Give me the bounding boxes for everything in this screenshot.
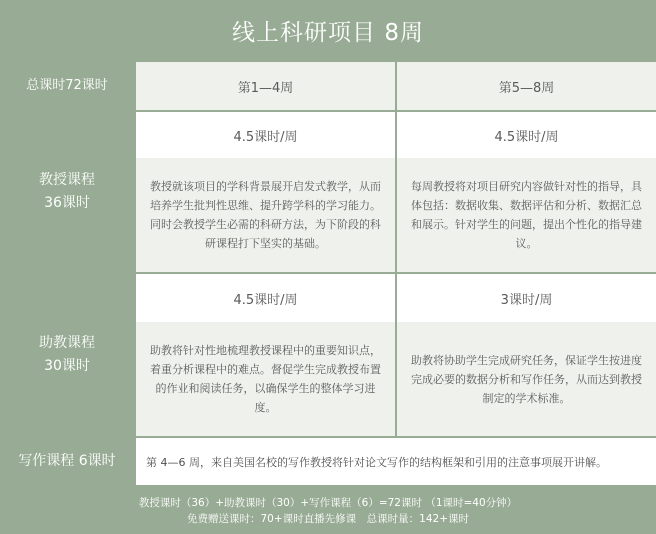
writing-course-description: 第 4—6 周，来自美国名校的写作教授将针对论文写作的结构框架和引用的注意事项展开讲解。 [136, 438, 656, 485]
professor-hours-week-5-8: 4.5课时/周 [397, 112, 656, 158]
column-header-week-5-8: 第5—8周 [397, 62, 656, 110]
professor-hours-week-1-4: 4.5课时/周 [136, 112, 395, 158]
assistant-course-title: 助教课程 [39, 335, 95, 351]
assistant-description-week-1-4: 助教将针对性地梳理教授课程中的重要知识点，着重分析课程中的难点。督促学生完成教授布置的作业和阅读任务，以确保学生的整体学习进度。 [136, 322, 395, 436]
summary-line-2: 免费赠送课时：70+课时直播先修课 总课时量：142+课时 [187, 512, 469, 525]
writing-course-label: 写作课程 6课时 [0, 438, 134, 485]
assistant-course-label [0, 274, 134, 436]
column-header-week-1-4: 第1—4周 [136, 62, 395, 110]
professor-description-week-5-8: 每周教授将对项目研究内容做针对性的指导，具体包括：数据收集、数据评估和分析、数据汇总和展示。针对学生的问题，提出个性化的指导建议。 [397, 158, 656, 272]
professor-course-title: 教授课程 [39, 172, 95, 188]
page-title: 线上科研项目 8周 [0, 0, 656, 60]
summary-line-1: 教授课时（36）+助教课时（30）+写作课程（6）=72课时 （1课时=40分钟） [138, 496, 518, 509]
professor-course-label [0, 112, 134, 272]
assistant-hours-week-1-4: 4.5课时/周 [136, 274, 395, 322]
assistant-hours-week-5-8: 3课时/周 [397, 274, 656, 322]
professor-description-week-1-4: 教授就该项目的学科背景展开启发式教学，从而培养学生批判性思维、提升跨学科的学习能力。同时会教授学生必需的科研方法，为下阶段的科研课程打下坚实的基础。 [136, 158, 395, 272]
total-hours-label: 总课时72课时 [0, 62, 134, 110]
assistant-course-hours: 30课时 [44, 358, 90, 374]
assistant-description-week-5-8: 助教将协助学生完成研究任务，保证学生按进度完成必要的数据分析和写作任务，从而达到教授制定的学术标准。 [397, 322, 656, 436]
professor-course-hours: 36课时 [44, 195, 90, 211]
summary-footer [0, 487, 656, 534]
